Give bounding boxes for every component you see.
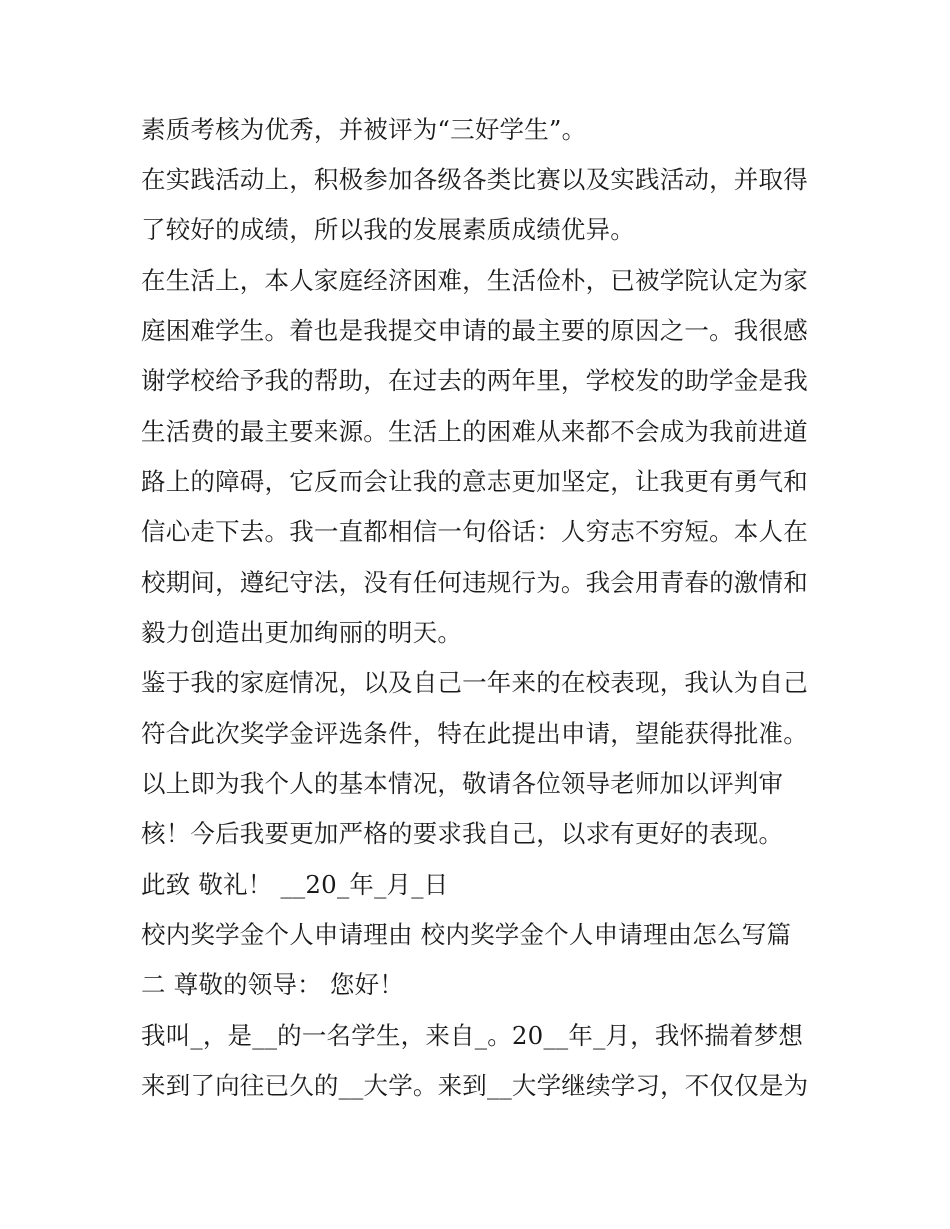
text-line: 生活费的最主要来源。生活上的困难从来都不会成为我前进道 — [141, 417, 808, 446]
text-line: 鉴于我的家庭情况，以及自己一年来的在校表现，我认为自己 — [141, 668, 808, 697]
text-line: 谢学校给予我的帮助，在过去的两年里，学校发的助学金是我 — [141, 366, 808, 395]
text-line: 来到了向往已久的__大学。来到__大学继续学习，不仅仅是为 — [141, 1071, 809, 1100]
text-line: 在实践活动上，积极参加各级各类比赛以及实践活动，并取得 — [141, 165, 808, 194]
text-line: 毅力创造出更加绚丽的明天。 — [141, 618, 463, 647]
text-line: 校期间，遵纪守法，没有任何违规行为。我会用青春的激情和 — [141, 568, 808, 597]
text-line: 了较好的成绩，所以我的发展素质成绩优异。 — [141, 215, 635, 244]
text-line: 以上即为我个人的基本情况，敬请各位领导老师加以评判审 — [141, 769, 784, 798]
text-line: 素质考核为优秀，并被评为“三好学生”。 — [141, 115, 587, 144]
text-line: 二 尊敬的领导： 您好！ — [141, 970, 404, 999]
text-line: 信心走下去。我一直都相信一句俗话：人穷志不穷短。本人在 — [141, 517, 808, 546]
text-line: 符合此次奖学金评选条件，特在此提出申请，望能获得批准。 — [141, 719, 808, 748]
text-line: 校内奖学金个人申请理由 校内奖学金个人申请理由怎么写篇 — [141, 920, 792, 949]
text-line: 核！今后我要更加严格的要求我自己，以求有更好的表现。 — [141, 819, 784, 848]
text-line: 此致 敬礼！ __20_年_月_日 — [141, 870, 449, 899]
text-line: 在生活上，本人家庭经济困难，生活俭朴，已被学院认定为家 — [141, 266, 808, 295]
text-line: 庭困难学生。着也是我提交申请的最主要的原因之一。我很感 — [141, 316, 808, 345]
text-line: 路上的障碍，它反而会让我的意志更加坚定，让我更有勇气和 — [141, 467, 808, 496]
text-line: 我叫_，是__的一名学生，来自_。20__年_月，我怀揣着梦想 — [141, 1021, 804, 1050]
